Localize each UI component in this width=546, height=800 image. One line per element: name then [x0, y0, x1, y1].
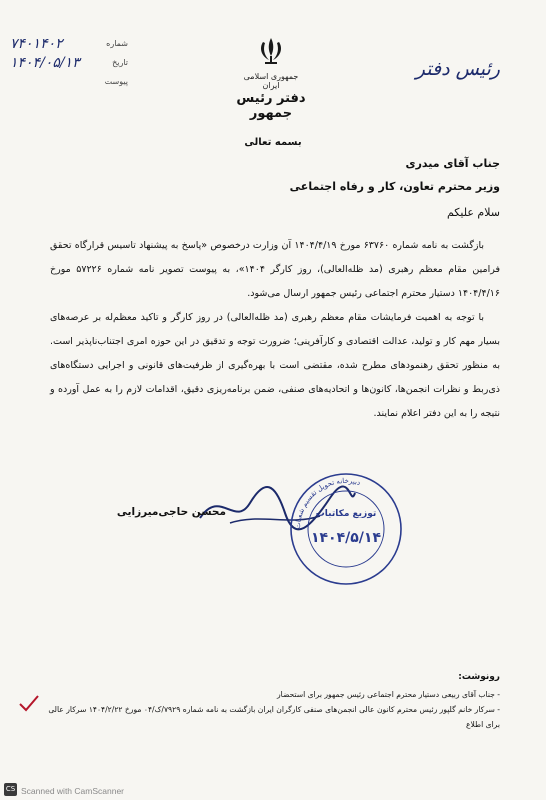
scanner-watermark: Scanned with CamScanner: [21, 786, 125, 796]
office-name: دفتر رئیس جمهور: [236, 91, 306, 121]
stamp-ring-text: دبیرخانه تحویل تقسیم شعبات: [293, 476, 362, 530]
meta-date-value: ۱۴۰۴/۰۵/۱۳: [10, 54, 80, 71]
salutation: سلام علیکم: [446, 206, 500, 219]
side-note: [3, 620, 17, 750]
body-paragraph-2: با توجه به اهمیت فرمایشات مقام معظم رهبری (مد ظله‌العالی) در روز کارگر و تاکید معظم‌له بر عرصه‌های بسیار مهم کار و تولید، عدالت اقتصادی و کارآفرینی؛ ضرورت توجه و تدقیق در این حوزه امری اجتناب‌ناپذیر است. به منظور تحقق رهنمودهای مطرح شده، مقتضی است با بهره‌گیری از ظرفیت‌های قانونی و اجرایی دستگاه‌های ذی‌ربط و نظرات انجمن‌ها، کانون‌ها و اتحادیه‌های صنفی، ضمن برنامه‌ریزی دقیق، اقدامات لازم را به عمل آورده و نتیجه را به این دفتر اعلام نمایند.: [50, 312, 500, 419]
checkmark-icon: [18, 694, 40, 712]
copy-item: - سرکار خانم گلپور رئیس محترم کانون عالی انجمن‌های صنفی کارگران ایران بازگشت به نامه شماره ۷۹۲۹/ک/۰۴ مورخ ۱۴۰۴/۲/۲۲ سرکار عالی برای اطلاع: [48, 705, 500, 729]
meta-date-row: [10, 53, 128, 72]
handwritten-note: رئیس دفتر: [415, 58, 500, 80]
body-paragraph-1: بازگشت به نامه شماره ۶۳۷۶۰ مورخ ۱۴۰۴/۴/۱۹ آن وزارت درخصوص «پاسخ به پیشنهاد تاسیس قرارگاه تحقق فرامین مقام معظم رهبری (مد ظله‌العالی)، روز کارگر ۱۴۰۴»، به پیوست تصویر نامه شماره ۵۷۲۲۶ مورخ ۱۴۰۴/۴/۱۶ دستیار محترم اجتماعی رئیس جمهور ارسال می‌شود.: [50, 240, 501, 299]
addressee: [290, 152, 500, 198]
copy-item: - جناب آقای ربیعی دستیار محترم اجتماعی رئیس جمهور برای استحضار: [276, 690, 500, 699]
svg-text:دبیرخانه تحویل تقسیم شعبات: [294, 477, 361, 529]
distribution-stamp: [287, 470, 405, 588]
signer-name: محسن حاجی‌میرزایی: [116, 506, 226, 518]
meta-number-value: ۷۴۰۱۴۰۲: [10, 35, 63, 52]
addressee-name: جناب آقای میدری: [405, 157, 500, 170]
bismillah: بسمه تعالی: [244, 137, 302, 148]
meta-attachment-row: [10, 72, 128, 91]
stamp-date: ۱۴۰۴/۵/۱۴: [310, 530, 382, 546]
meta-attachment-label: پیوست: [104, 77, 128, 86]
letterhead: [236, 36, 306, 121]
meta-number-label: شماره: [106, 39, 128, 48]
stamp-title: توزیع مکاتبات: [315, 509, 377, 519]
meta-number-row: [10, 34, 128, 53]
iran-emblem-icon: [257, 36, 285, 66]
copies-list: [40, 687, 500, 732]
camscanner-logo-icon: CS: [4, 783, 17, 796]
scanner-footer: [0, 778, 546, 800]
meta-date-label: تاریخ: [112, 58, 128, 67]
emblem-caption: جمهوری اسلامی ایران: [243, 72, 299, 90]
letter-body: [50, 234, 500, 426]
letter-meta: [10, 34, 128, 91]
addressee-title: وزیر محترم تعاون، کار و رفاه اجتماعی: [289, 180, 500, 193]
copies-label: رونوشت:: [458, 672, 500, 682]
